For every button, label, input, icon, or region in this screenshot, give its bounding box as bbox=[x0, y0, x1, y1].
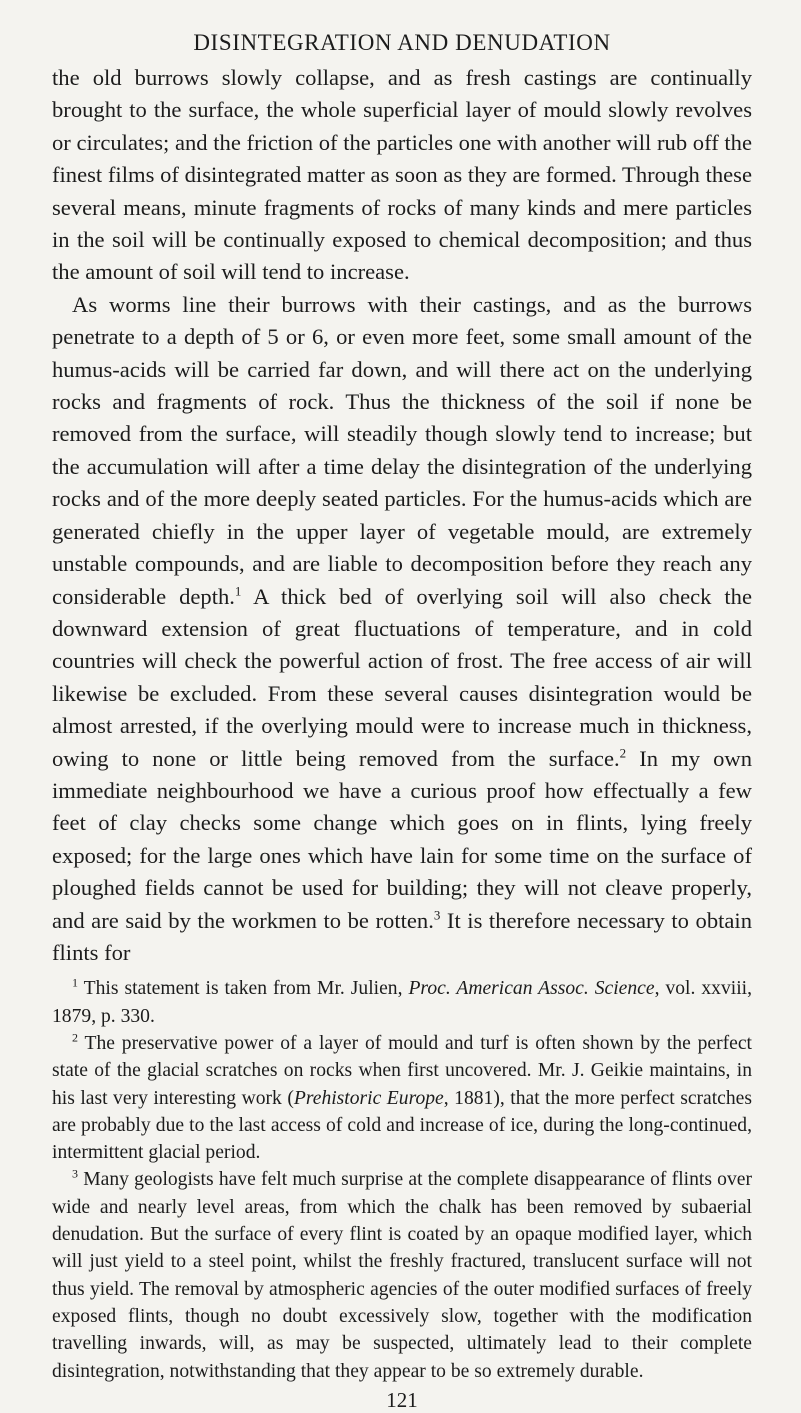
footnote-2-text: The preservative power of a layer of mould and turf is often shown by the perfect state of the glacial scratches on rocks when first uncovered. Mr. J. Geikie maintains, in his last very interesting work ( bbox=[52, 1032, 752, 1109]
paragraph-2-part-3: In my own immediate neighbourhood we have a curious proof how effectually a few feet of clay checks some change which goes on in flints, lying freely exposed; for the large ones which have lain for some time on the surface of ploughed fields cannot be used for building; they will not cleave properly, and are said by the workmen to be rotten. bbox=[52, 745, 752, 933]
footnote-1-citation: Proc. American Assoc. Science bbox=[408, 978, 655, 1000]
footnote-3-text: Many geologists have felt much surprise at the complete disappearance of flints over wide and nearly level areas, from which the chalk has been removed by subaerial denudation. But the surface of every flint is coated by an opaque modified layer, which will just yield to a steel point, whilst the freshly fractured, translucent surface will not thus yield. The removal by atmospheric agencies of the outer modified surfaces of freely exposed flints, though no doubt excessively slow, together with the modification travelling inwards, will, as may be suspected, ultimately lead to their complete disintegration, notwithstanding that they appear to be so extremely durable. bbox=[52, 1169, 752, 1382]
body-text bbox=[52, 62, 752, 969]
footnotes bbox=[52, 975, 752, 1384]
footnote-ref-3: 3 bbox=[433, 907, 441, 923]
footnote-ref-2: 2 bbox=[619, 745, 627, 760]
footnote-ref-1: 1 bbox=[234, 582, 242, 598]
running-head: DISINTEGRATION AND DENUDATION bbox=[193, 30, 611, 55]
footnote-2 bbox=[52, 1030, 752, 1166]
footnote-2-text-end: , 1881), that the more perfect scratches are probably due to the last access of cold and increase of ice, during the long-continued, intermittent glacial period. bbox=[52, 1087, 752, 1164]
paragraph-2 bbox=[52, 289, 752, 970]
footnote-2-citation: Prehistoric Europe bbox=[293, 1087, 444, 1109]
page-number: 121 bbox=[386, 1387, 418, 1412]
footnote-1-text: This statement is taken from Mr. Julien, bbox=[78, 978, 409, 1000]
footnote-3 bbox=[52, 1166, 752, 1384]
footnote-1-text-end: , vol. xxviii, 1879, p. 330. bbox=[52, 978, 752, 1027]
paragraph-2-part-1: As worms line their burrows with their castings, and as the burrows penetrate to a depth of 5 or 6, or even more feet, some small amount of the humus-acids will be carried far down, and will there act on the underlying rocks and fragments of rock. Thus the thickness of the soil if none be removed from the surface, will steadily though slowly tend to increase; but the accumulation will after a time delay the disintegration of the underlying rocks and of the more deeply seated particles. For the humus-acids which are generated chiefly in the upper layer of vegetable mould, are extremely unstable compounds, and are liable to decomposition before they reach any considerable depth. bbox=[52, 291, 752, 609]
footnote-2-marker: 2 bbox=[72, 1030, 78, 1045]
paragraph-2-part-4: It is therefore necessary to obtain flints for bbox=[52, 907, 753, 965]
paragraph-1: the old burrows slowly collapse, and as fresh castings are continually brought to the surface, the whole superficial layer of mould slowly revolves or circulates; and the friction of the particles one with another will rub off the finest films of disintegrated matter as soon as they are formed. Through these several means, minute fragments of rocks of many kinds and mere particles in the soil will be continually exposed to chemical decomposition; and thus the amount of soil will tend to increase. bbox=[52, 65, 752, 285]
footnote-3-marker: 3 bbox=[72, 1166, 78, 1181]
paragraph-2-part-2: A thick bed of overlying soil will also check the downward extension of great fluctuations of temperature, and in cold countries will check the powerful action of frost. The free access of air will likewise be excluded. From these several causes disintegration would be almost arrested, if the overlying mould were to increase much in thickness, owing to none or little being removed from the surface. bbox=[52, 583, 752, 771]
book-page bbox=[52, 28, 752, 1413]
footnote-1-marker: 1 bbox=[72, 975, 78, 990]
footnote-1 bbox=[52, 975, 752, 1030]
